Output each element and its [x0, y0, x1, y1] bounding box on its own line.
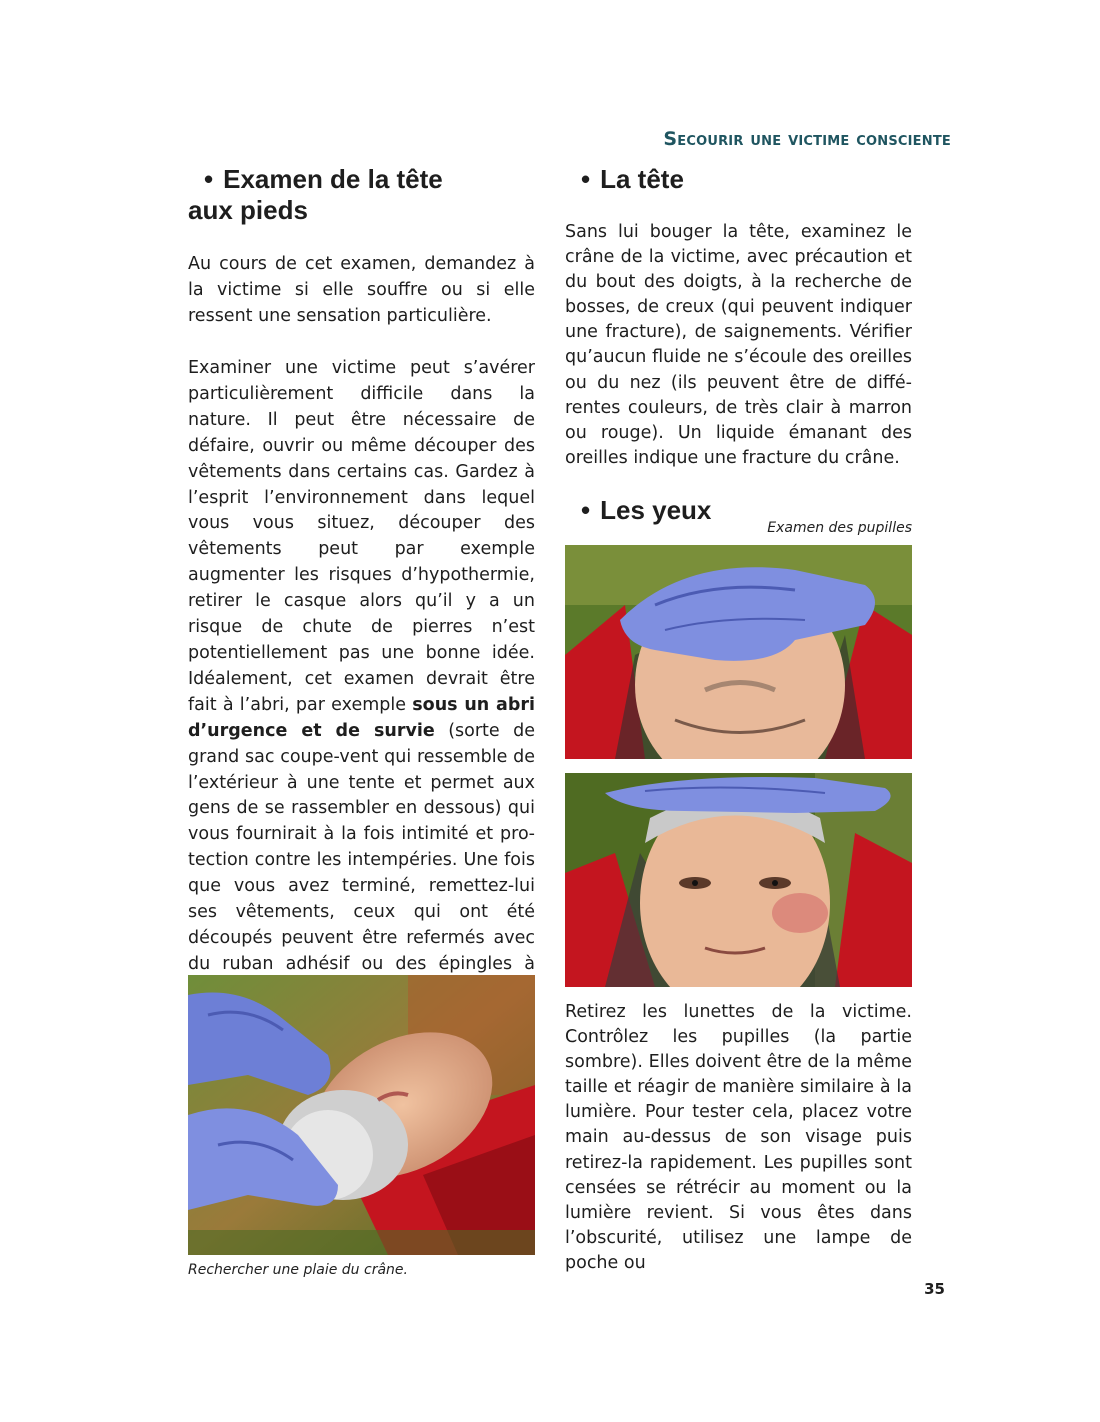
heading-tete: La tête	[600, 164, 684, 194]
head-paragraph: Sans lui bouger la tête, examinez le crâne de la victime, avec précaution et du bout des doigts, à la recherche de bosses, de creux (qui peuvent indiquer une fracture), de saignements. Vérifier qu’aucun fluide ne s’écoule des oreilles ou du nez (ils peuvent être de différentes couleurs, de très clair à marron ou rouge). Un liquide émanant des oreilles indique une fracture du crâne.	[565, 222, 912, 468]
para2-text-a: Examiner une victime peut s’avérer particulièrement difficile dans la nature. Il peut être nécessaire de défaire, ouvrir ou même découper des vêtements dans certains cas. Gardez à l’esprit l’environnement dans lequel vous vous situez, découper des vêtements peut par exemple augmenter les risques d’hypothermie, retirer le casque alors qu’il y a un risque de chute de pierres n’est potentiellement pas une bonne idée. Idéalement, cet examen devrait être fait à l’abri, par exemple	[188, 358, 535, 715]
section-heading-head	[581, 164, 684, 195]
left-paragraph-2	[188, 356, 535, 1004]
bullet: •	[581, 495, 591, 525]
para2-bold: sous un abri d’urgence et de survie	[188, 694, 535, 741]
photo-pupils-covered	[565, 545, 912, 759]
heading-line2: aux pieds	[188, 195, 308, 225]
heading-line1: Examen de la tête	[223, 164, 443, 194]
bullet: •	[204, 164, 214, 194]
photo-pupils-uncovered	[565, 773, 912, 987]
page-number: 35	[924, 1280, 945, 1298]
photo-skull-exam	[188, 975, 535, 1255]
eyes-paragraph: Retirez les lunettes de la victime. Contrôlez les pupilles (la partie sombre). Elles doivent être de la même taille et réagir de manière similaire à la lumière. Pour tester cela, placez votre main au-dessus de son visage puis retirez-la rapidement. Les pupilles sont censées se rétrécir au moment ou la lumière revient. Si vous êtes dans l’obscurité, utilisez une lampe de poche ou	[565, 1002, 912, 1273]
para2-text-b: (sorte de grand sac coupe-vent qui ressemble de l’extérieur à une tente et permet aux gens de se rassembler en dessous) qui vous fournirait à la fois intimité et protection contre les intempéries. Une fois que vous avez terminé, remettez-lui ses vêtements, ceux qui ont été découpés peuvent être refermés avec du ruban adhésif ou des épingles à	[188, 720, 535, 974]
caption-skull-exam: Rechercher une plaie du crâne.	[188, 1262, 408, 1278]
running-head: Secourir une victime consciente	[663, 128, 951, 150]
caption-pupils: Examen des pupilles	[767, 520, 912, 536]
heading-yeux: Les yeux	[600, 495, 712, 525]
section-heading-exam	[188, 164, 535, 226]
bullet: •	[581, 164, 591, 194]
left-paragraph-1: Au cours de cet examen, demandez à la victime si elle souffre ou si elle ressent une sensation particulière.	[188, 254, 535, 326]
section-heading-eyes	[581, 495, 711, 526]
